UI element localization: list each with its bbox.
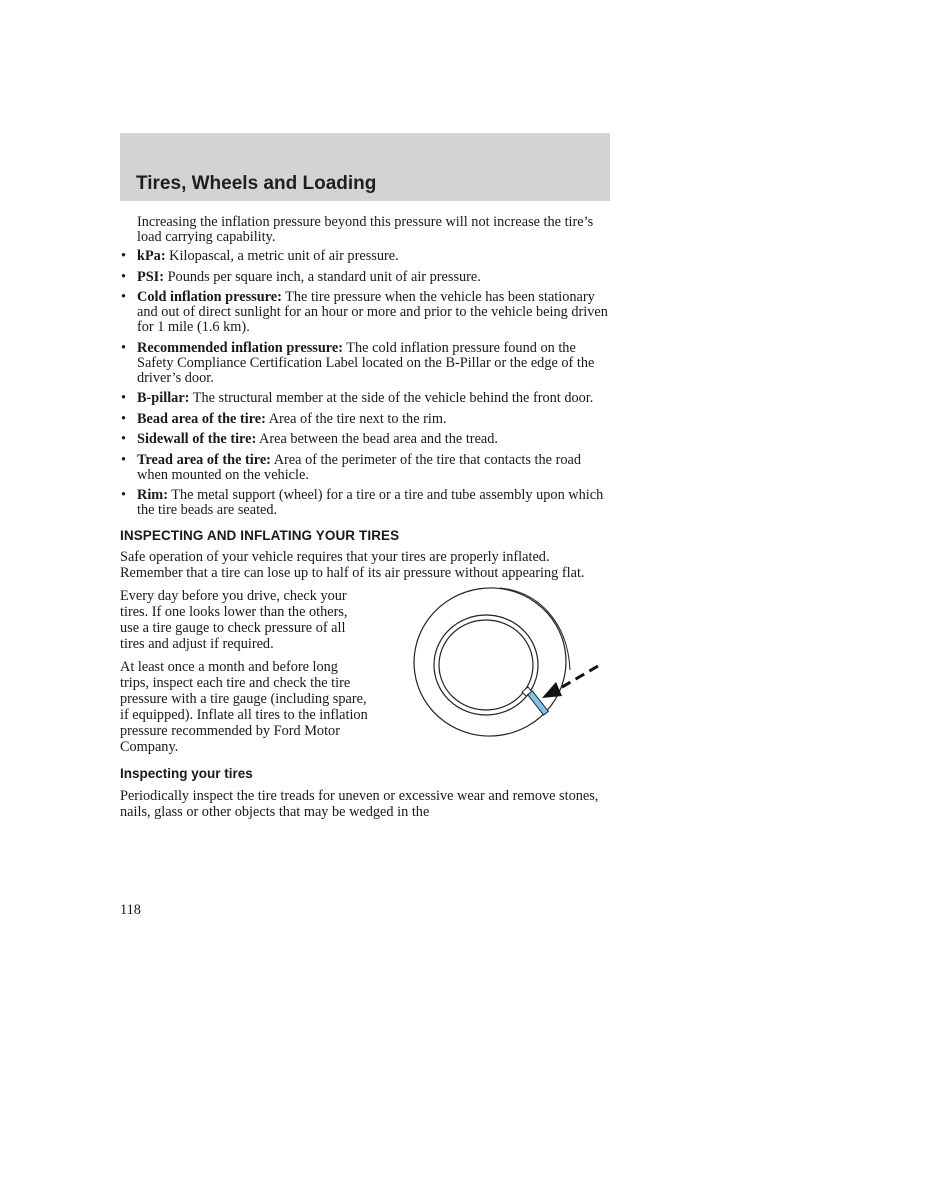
bullet-icon: • xyxy=(121,487,127,503)
bullet-icon: • xyxy=(121,390,127,406)
bullet-icon: • xyxy=(121,339,127,356)
bullet-icon: • xyxy=(121,431,127,447)
inspecting-paragraph: Periodically inspect the tire treads for uneven or excessive wear and remove stones, nails, glass or other objects that may be wedged in the xyxy=(120,788,599,820)
definition-term: Bead area of the tire: xyxy=(137,410,266,427)
definition-item-rim xyxy=(120,488,612,518)
section-header-bar xyxy=(120,133,610,201)
left-column xyxy=(120,588,370,755)
definition-item-kpa xyxy=(120,249,612,264)
definition-text: Area of the perimeter of the tire that contacts the road when mounted on the vehicle. xyxy=(137,451,581,483)
section-paragraph: Safe operation of your vehicle requires that your tires are properly inflated. Remember that a tire can lose up to half of its air pressure without appearing flat. xyxy=(120,549,585,581)
definition-text: Area of the tire next to the rim. xyxy=(265,410,447,427)
definition-item-psi xyxy=(120,270,612,285)
page-title: Tires, Wheels and Loading xyxy=(136,173,377,194)
bullet-icon: • xyxy=(121,268,127,285)
tire-gauge-illustration xyxy=(400,580,620,750)
definition-text: The structural member at the side of the vehicle behind the front door. xyxy=(189,390,594,406)
definition-term: Rim: xyxy=(137,487,168,503)
definition-text: The cold inflation pressure found on the Safety Compliance Certification Label located on the B-Pillar or the edge of the driver’s door. xyxy=(137,339,595,386)
page-content xyxy=(120,215,612,827)
daily-check-paragraph: Every day before you drive, check your tires. If one looks lower than the others, use a tire gauge to check pressure of all tires and adjust if required. xyxy=(120,588,348,652)
definition-text: Kilopascal, a metric unit of air pressure. xyxy=(165,248,399,264)
definition-item-sidewall xyxy=(120,432,612,447)
section-heading: INSPECTING AND INFLATING YOUR TIRES xyxy=(120,528,400,543)
bullet-icon: • xyxy=(121,451,127,468)
definition-term: B-pillar: xyxy=(137,390,190,406)
definition-item-cold-inflation xyxy=(120,290,612,335)
definition-text: The metal support (wheel) for a tire or a tire and tube assembly upon which the tire beads are seated. xyxy=(137,487,604,518)
definition-term: Recommended inflation pressure: xyxy=(137,339,343,356)
definition-term: Cold inflation pressure: xyxy=(137,289,282,305)
tire-icon xyxy=(404,580,575,746)
definition-term: PSI: xyxy=(137,268,165,285)
bullet-icon: • xyxy=(121,289,127,305)
page-number: 118 xyxy=(120,902,141,918)
definition-item-tread-area xyxy=(120,453,612,483)
subheading: Inspecting your tires xyxy=(120,766,253,781)
definition-text: Area between the bead area and the tread. xyxy=(256,431,498,447)
definition-text: Pounds per square inch, a standard unit of air pressure. xyxy=(164,268,481,285)
definition-term: Tread area of the tire: xyxy=(137,451,271,468)
monthly-check-paragraph: At least once a month and before long trips, inspect each tire and check the tire pressure with a tire gauge (including spare, if equipped). Inflate all tires to the inflation pressure recommended by Ford Motor Company. xyxy=(120,659,368,755)
definition-term: kPa: xyxy=(137,248,166,264)
intro-text: Increasing the inflation pressure beyond this pressure will not increase the tire’s load carrying capability. xyxy=(137,214,594,245)
definition-text: The tire pressure when the vehicle has been stationary and out of direct sunlight for an hour or more and prior to the vehicle being driven for 1 mile (1.6 km). xyxy=(137,289,608,335)
definition-item-b-pillar xyxy=(120,391,612,406)
definitions-list xyxy=(120,249,612,518)
definition-item-recommended-inflation xyxy=(120,341,612,386)
bullet-icon: • xyxy=(121,248,127,264)
definition-term: Sidewall of the tire: xyxy=(137,431,257,447)
bullet-icon: • xyxy=(121,410,127,427)
definition-item-bead-area xyxy=(120,412,612,427)
text-with-figure xyxy=(120,588,612,755)
